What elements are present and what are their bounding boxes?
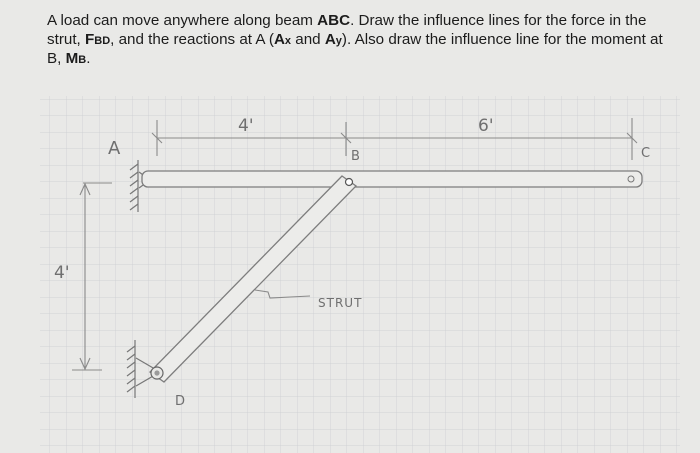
ax-symbol: Ax	[273, 30, 292, 48]
problem-text-3: , and the reactions at A (	[110, 30, 274, 48]
dim-ab-label: 4'	[238, 116, 254, 136]
fbd-symbol: FBD	[84, 30, 111, 48]
problem-text-1: A load can move anywhere along beam	[47, 12, 318, 29]
label-b: B	[351, 149, 360, 164]
pin-b	[346, 179, 353, 186]
pin-d-center	[154, 370, 159, 375]
problem-text-6: .	[86, 50, 91, 67]
label-a: A	[108, 138, 121, 159]
problem-text-5: ). Also draw the influence line for the moment at B,	[47, 30, 663, 67]
label-d: D	[175, 394, 186, 409]
problem-text-4: and	[291, 30, 325, 48]
strut-label: STRUT	[318, 296, 363, 310]
beam-abc-label: ABC	[317, 12, 351, 29]
beam-abc	[142, 171, 642, 187]
dim-bc-label: 6'	[478, 116, 494, 136]
ay-symbol: Ay	[324, 30, 342, 48]
grid-lines	[40, 96, 680, 453]
dim-height-label: 4'	[54, 263, 70, 283]
label-c: C	[641, 146, 651, 161]
problem-text-2: . Draw the influence lines for the force in the strut,	[47, 12, 647, 48]
mb-symbol: MB	[65, 50, 87, 67]
